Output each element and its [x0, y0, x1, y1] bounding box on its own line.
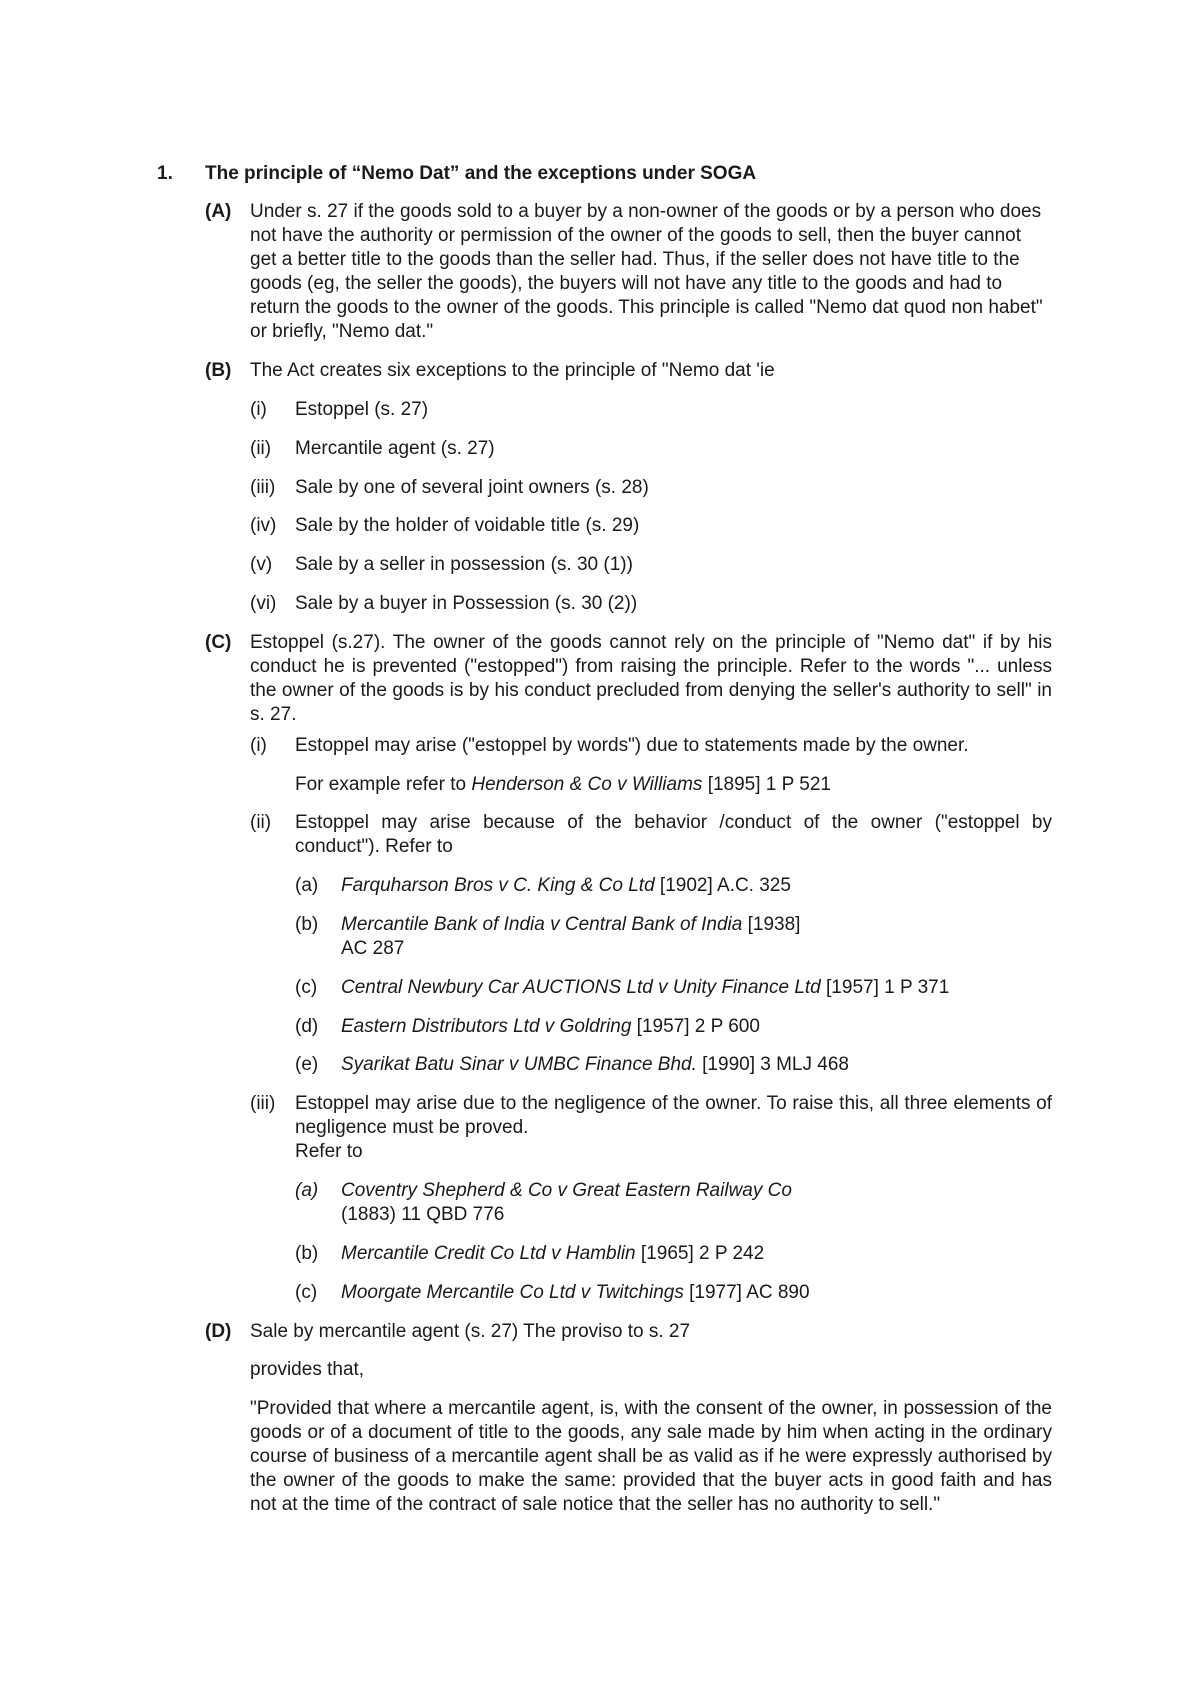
c-iii-text: Estoppel may arise due to the negligence of the owner. To raise this, all three elements of negligence must be proved. [295, 1093, 1052, 1138]
section-d-quote: "Provided that where a mercantile agent, is, with the consent of the owner, in possession of the goods or of a document of title to the goods, any sale made by him when acting in the ordinary course of business of a mercantile agent shall be as valid as if he were expressly authorised by the owner of the goods to make the same: provided that the buyer acts in good faith and has not at the time of the contract of sale notice that the seller has no authority to sell." [250, 1398, 1052, 1515]
case-name: Eastern Distributors Ltd v Goldring [341, 1016, 632, 1037]
case-name: Coventry Shepherd & Co v Great Eastern Railway Co [341, 1180, 792, 1201]
case-name: Mercantile Credit Co Ltd v Hamblin [341, 1243, 636, 1264]
section-d-text: Sale by mercantile agent (s. 27) The proviso to s. 27 [250, 1321, 691, 1342]
section-c-label: (C) [205, 632, 232, 653]
case-entry: Eastern Distributors Ltd v Goldring [1957] 2 P 600 [341, 1016, 760, 1037]
case-label: (b) [295, 1243, 319, 1264]
b-item-text: Sale by a seller in possession (s. 30 (1)) [295, 554, 633, 575]
b-item-text: Estoppel (s. 27) [295, 399, 429, 420]
section-b-text: The Act creates six exceptions to the principle of "Nemo dat 'ie [250, 360, 775, 381]
b-item-text: Sale by one of several joint owners (s. 28) [295, 477, 649, 498]
b-item-text: Sale by a buyer in Possession (s. 30 (2)) [295, 593, 638, 614]
b-item-label: (ii) [250, 438, 272, 459]
b-item-label: (vi) [250, 593, 277, 614]
case-citation: (1883) 11 QBD 776 [341, 1204, 505, 1225]
case-entry: Farquharson Bros v C. King & Co Ltd [1902] A.C. 325 [341, 875, 791, 896]
case-label: (a) [295, 875, 319, 896]
heading-title: The principle of “Nemo Dat” and the exceptions under SOGA [205, 163, 757, 184]
case-label: (a) [295, 1180, 319, 1201]
case-name: Syarikat Batu Sinar v UMBC Finance Bhd. [341, 1054, 697, 1075]
case-name: Mercantile Bank of India v Central Bank of India [341, 914, 743, 935]
b-item-label: (v) [250, 554, 273, 575]
case-label: (c) [295, 1282, 318, 1303]
b-item-text: Mercantile agent (s. 27) [295, 438, 495, 459]
section-a-text: Under s. 27 if the goods sold to a buyer by a non-owner of the goods or by a person who does not have the authority or permission of the owner of the goods to sell, then the buyer cannot get a better title to the goods than the seller had. Thus, if the seller does not have title to the goods (eg, the seller the goods), the buyers will not have any title to the goods and had to return the goods to the owner of the goods. This principle is called "Nemo dat quod non habet" or briefly, "Nemo dat." [250, 201, 1043, 342]
c-iii-label: (iii) [250, 1093, 276, 1114]
section-b-label: (B) [205, 360, 232, 381]
case-entry: Central Newbury Car AUCTIONS Ltd v Unity Finance Ltd [1957] 1 P 371 [341, 977, 950, 998]
section-d-label: (D) [205, 1321, 232, 1342]
case-label: (b) [295, 914, 319, 935]
section-d-provides: provides that, [250, 1359, 365, 1380]
case-label: (d) [295, 1016, 319, 1037]
heading-number: 1. [157, 163, 173, 184]
c-iii-refer: Refer to [295, 1141, 363, 1162]
case-entry: Syarikat Batu Sinar v UMBC Finance Bhd. [1990] 3 MLJ 468 [341, 1054, 849, 1075]
case-name: Farquharson Bros v C. King & Co Ltd [341, 875, 655, 896]
b-item-text: Sale by the holder of voidable title (s. 29) [295, 515, 640, 536]
c-i-example: For example refer to Henderson & Co v Williams [1895] 1 P 521 [295, 774, 831, 795]
case-name: Central Newbury Car AUCTIONS Ltd v Unity Finance Ltd [341, 977, 821, 998]
case-label: (e) [295, 1054, 319, 1075]
case-entry: Mercantile Credit Co Ltd v Hamblin [1965] 2 P 242 [341, 1243, 765, 1264]
case-citation: AC 287 [341, 938, 405, 959]
case-name: Henderson & Co v Williams [471, 774, 703, 795]
section-c-text: Estoppel (s.27). The owner of the goods cannot rely on the principle of "Nemo dat" if by his conduct he is prevented ("estopped") from raising the principle. Refer to the words "... unless the owner of the goods is by his conduct precluded from denying the seller's authority to sell" in s. 27. [250, 632, 1052, 725]
c-ii-text: Estoppel may arise because of the behavior /conduct of the owner ("estoppel by conduct"). Refer to [295, 812, 1052, 857]
b-item-label: (iii) [250, 477, 276, 498]
c-i-label: (i) [250, 735, 267, 756]
case-name: Moorgate Mercantile Co Ltd v Twitchings [341, 1282, 684, 1303]
case-label: (c) [295, 977, 318, 998]
case-entry [341, 1179, 1052, 1203]
c-i-text: Estoppel may arise ("estoppel by words") due to statements made by the owner. [295, 735, 969, 756]
c-ii-label: (ii) [250, 812, 272, 833]
b-item-label: (i) [250, 399, 267, 420]
case-entry: Moorgate Mercantile Co Ltd v Twitchings [1977] AC 890 [341, 1282, 810, 1303]
case-entry: Mercantile Bank of India v Central Bank of India [1938] [341, 914, 801, 935]
section-a-label: (A) [205, 201, 232, 222]
b-item-label: (iv) [250, 515, 277, 536]
